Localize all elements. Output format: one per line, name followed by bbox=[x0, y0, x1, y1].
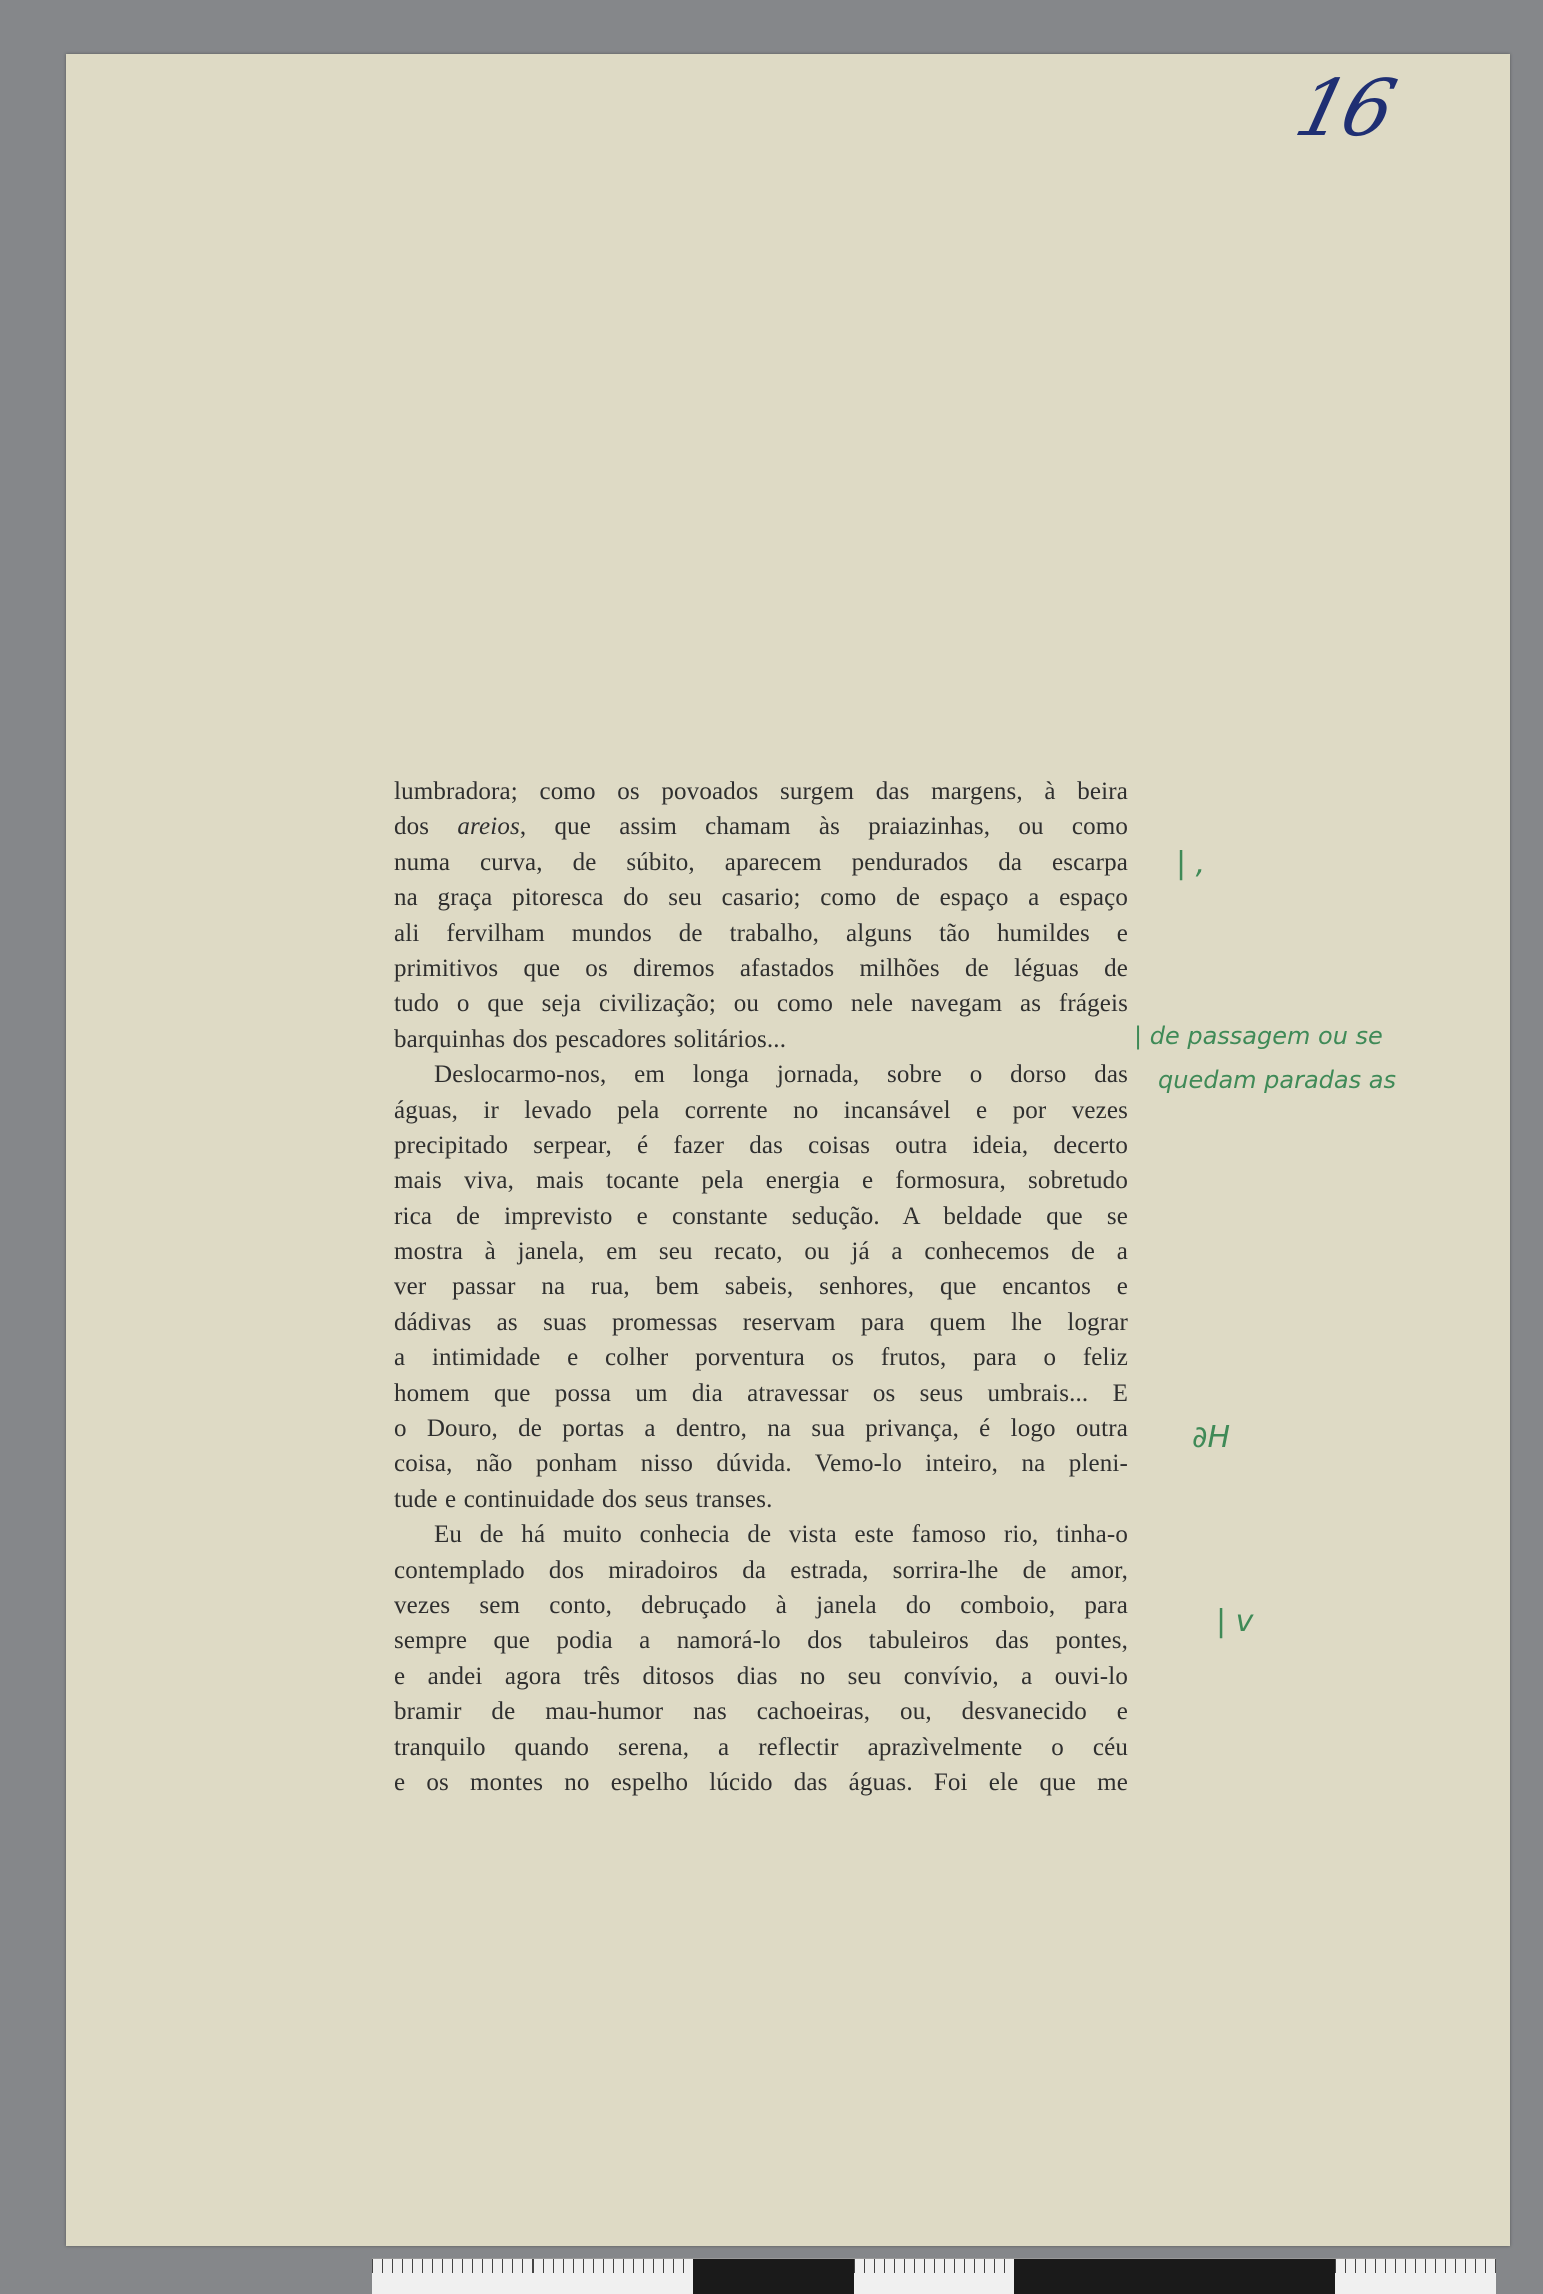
scale-ruler bbox=[372, 2258, 1496, 2294]
text-line: o Douro, de portas a dentro, na sua privança, é logo outra bbox=[394, 1415, 1128, 1443]
margin-note-dh: ∂H bbox=[1192, 1420, 1231, 1455]
margin-note-v: | v bbox=[1216, 1604, 1254, 1639]
text-line: Eu de há muito conhecia de vista este famoso rio, tinha-o bbox=[434, 1521, 1128, 1549]
text-line: contemplado dos miradoiros da estrada, sorrira-lhe de amor, bbox=[394, 1556, 1128, 1584]
text-line: e os montes no espelho lúcido das águas. Foi ele que me bbox=[394, 1768, 1128, 1796]
text-line: rica de imprevisto e constante sedução. A beldade que se bbox=[394, 1202, 1128, 1230]
text-line: mostra à janela, em seu recato, ou já a conhecemos de a bbox=[394, 1238, 1128, 1266]
italic-word: areios bbox=[457, 813, 520, 841]
text-line: na graça pitoresca do seu casario; como de espaço a espaço bbox=[394, 884, 1128, 912]
text-line: águas, ir levado pela corrente no incansável e por vezes bbox=[394, 1096, 1128, 1124]
text-line: coisa, não ponham nisso dúvida. Vemo-lo inteiro, na pleni- bbox=[394, 1450, 1128, 1478]
text-line: ver passar na rua, bem sabeis, senhores, que encantos e bbox=[394, 1273, 1128, 1301]
margin-note-quedam: quedam paradas as bbox=[1158, 1066, 1396, 1094]
paragraph-2 bbox=[394, 1057, 1128, 1517]
margin-note-comma: | , bbox=[1176, 846, 1206, 881]
text-line: dádivas as suas promessas reservam para quem lhe lograr bbox=[394, 1308, 1128, 1336]
text-line: bramir de mau-humor nas cachoeiras, ou, desvanecido e bbox=[394, 1698, 1128, 1726]
text-line: numa curva, de súbito, aparecem pendurados da escarpa bbox=[394, 848, 1128, 876]
text-line: sempre que podia a namorá-lo dos tabuleiros das pontes, bbox=[394, 1627, 1128, 1655]
text-line: mais viva, mais tocante pela energia e formosura, sobretudo bbox=[394, 1167, 1128, 1195]
text-line: precipitado serpear, é fazer das coisas outra ideia, decerto bbox=[394, 1131, 1128, 1159]
text-line: vezes sem conto, debruçado à janela do comboio, para bbox=[394, 1591, 1128, 1619]
text-line: tude e continuidade dos seus transes. bbox=[394, 1485, 773, 1513]
text-line: tranquilo quando serena, a reflectir aprazìvelmente o céu bbox=[394, 1733, 1128, 1761]
paragraph-3 bbox=[394, 1517, 1128, 1800]
text-line: primitivos que os diremos afastados milhões de léguas de bbox=[394, 954, 1128, 982]
paragraph-1 bbox=[394, 774, 1128, 1057]
text-line: barquinhas dos pescadores solitários... bbox=[394, 1025, 787, 1053]
text-line: dos areios, que assim chamam às praiazinhas, ou como bbox=[394, 813, 1128, 841]
text-line: lumbradora; como os povoados surgem das margens, à beira bbox=[394, 778, 1128, 805]
text-line: tudo o que seja civilização; ou como nele navegam as frágeis bbox=[394, 990, 1128, 1018]
text-line: ali fervilham mundos de trabalho, alguns tão humildes e bbox=[394, 919, 1128, 947]
page-number: 16 bbox=[1286, 64, 1401, 154]
text-line: a intimidade e colher porventura os frutos, para o feliz bbox=[394, 1344, 1128, 1372]
margin-note-passagem: | de passagem ou se bbox=[1134, 1022, 1383, 1050]
text-line: homem que possa um dia atravessar os seus umbrais... E bbox=[394, 1379, 1128, 1407]
text-line: Deslocarmo-nos, em longa jornada, sobre o dorso das bbox=[434, 1061, 1128, 1089]
text-line: e andei agora três ditosos dias no seu convívio, a ouvi-lo bbox=[394, 1662, 1128, 1690]
body-text bbox=[394, 774, 1128, 1800]
